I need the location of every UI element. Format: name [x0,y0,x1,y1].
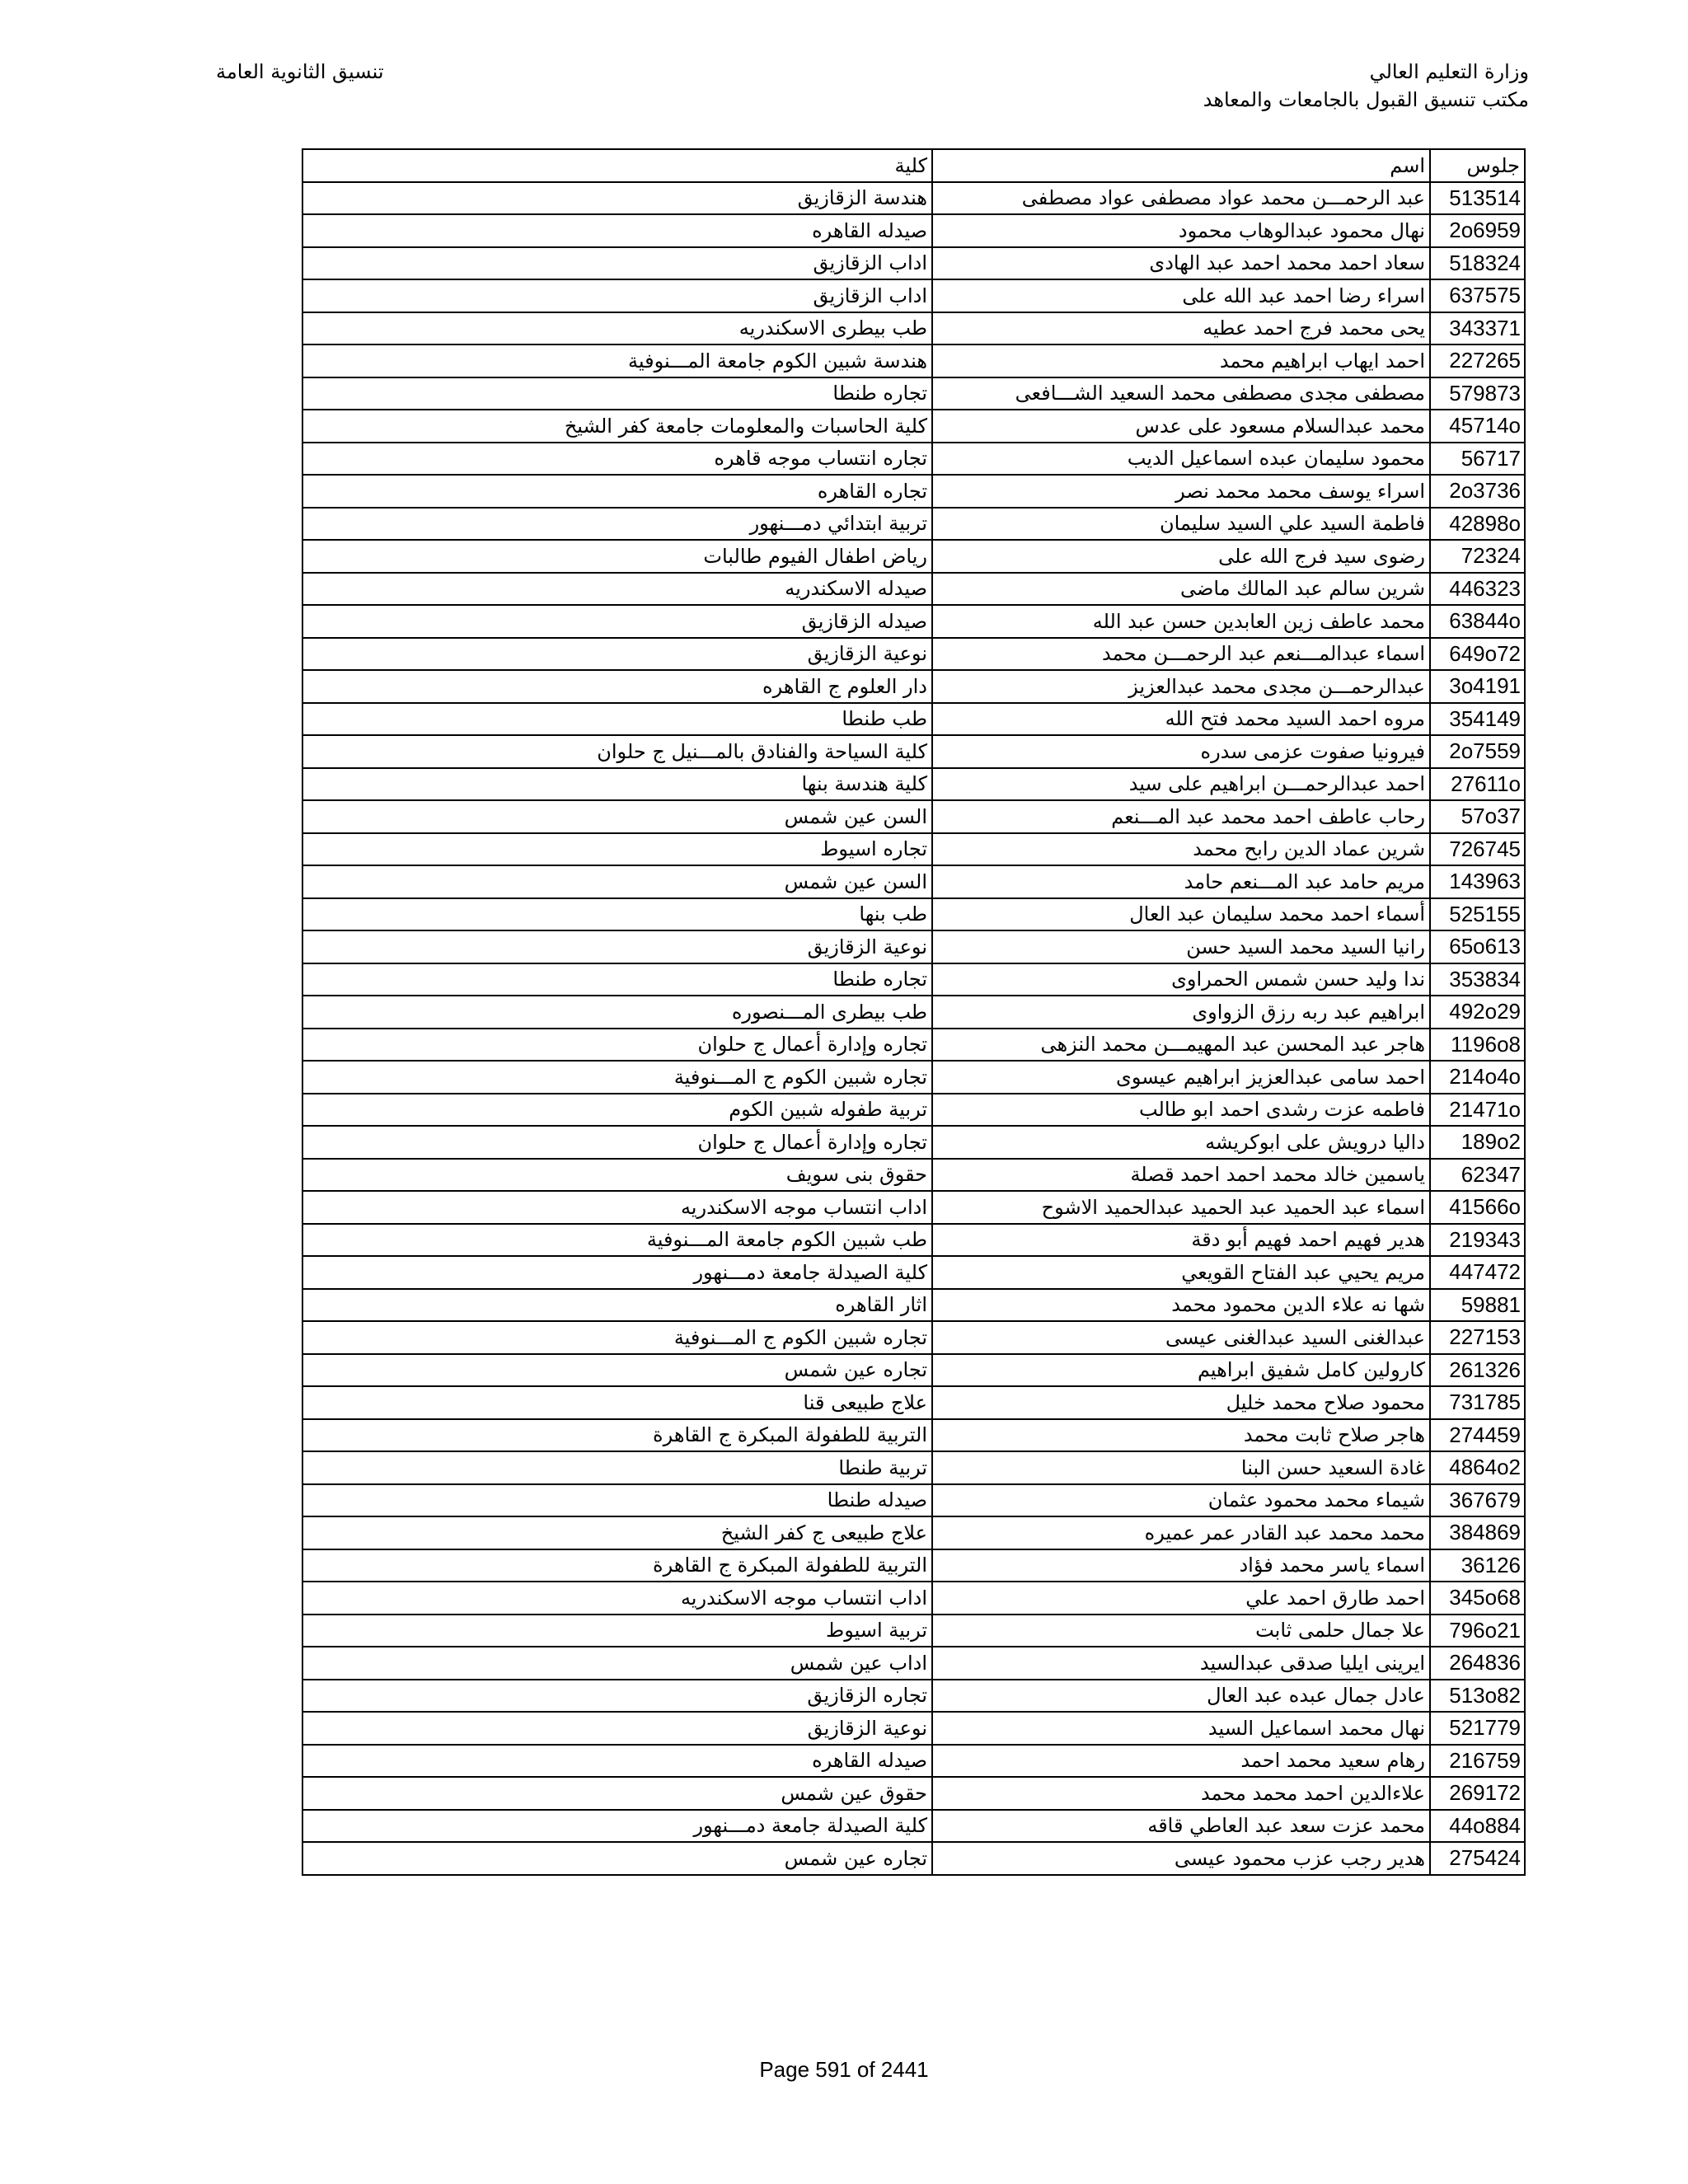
student-name-cell: رانيا السيد محمد السيد حسن [932,930,1430,963]
table-row [302,1615,1525,1647]
faculty-cell: اداب عين شمس [302,1647,932,1680]
faculty-cell: نوعية الزقازيق [302,1712,932,1745]
table-row [302,443,1525,476]
student-name-cell: اسراء يوسف محمد محمد نصر [932,475,1430,508]
table-row [302,833,1525,866]
column-header-seat: جلوس [1430,149,1525,182]
student-name-cell: هاجر صلاح ثابت محمد [932,1419,1430,1452]
seat-number-cell: 57o37 [1430,800,1525,833]
student-name-cell: أسماء احمد محمد سليمان عبد العال [932,898,1430,931]
track-title: تنسيق الثانوية العامة [216,60,384,83]
seat-number-cell: 21471o [1430,1094,1525,1127]
table-row [302,703,1525,736]
seat-number-cell: 44o884 [1430,1810,1525,1843]
seat-number-cell: 65o613 [1430,930,1525,963]
table-row [302,1289,1525,1322]
student-name-cell: ندا وليد حسن شمس الحمراوى [932,963,1430,996]
faculty-cell: تجاره انتساب موجه قاهره [302,443,932,476]
ministry-name: وزارة التعليم العالي [1369,60,1529,83]
table-row [302,1647,1525,1680]
column-header-name: اسم [932,149,1430,182]
student-name-cell: اسراء رضا احمد عبد الله على [932,279,1430,312]
faculty-cell: السن عين شمس [302,865,932,898]
seat-number-cell: 1196o8 [1430,1029,1525,1062]
table-row [302,1419,1525,1452]
table-row [302,605,1525,638]
seat-number-cell: 492o29 [1430,996,1525,1029]
seat-number-cell: 518324 [1430,247,1525,280]
seat-number-cell: 63844o [1430,605,1525,638]
seat-number-cell: 4864o2 [1430,1451,1525,1484]
seat-number-cell: 354149 [1430,703,1525,736]
table-row [302,1256,1525,1289]
student-name-cell: فاطمه عزت رشدى احمد ابو طالب [932,1094,1430,1127]
student-name-cell: نهال محمد اسماعيل السيد [932,1712,1430,1745]
faculty-cell: نوعية الزقازيق [302,638,932,671]
faculty-cell: صيدله القاهره [302,214,932,247]
faculty-cell: تربية طنطا [302,1451,932,1484]
student-name-cell: عادل جمال عبده عبد العال [932,1680,1430,1713]
seat-number-cell: 269172 [1430,1777,1525,1810]
seat-number-cell: 447472 [1430,1256,1525,1289]
faculty-cell: علاج طبيعى ج كفر الشيخ [302,1516,932,1549]
student-name-cell: فاطمة السيد علي السيد سليمان [932,508,1430,541]
seat-number-cell: 27611o [1430,768,1525,801]
table-row [302,247,1525,280]
table-row [302,1712,1525,1745]
table-row [302,475,1525,508]
table-row [302,996,1525,1029]
table-row [302,1549,1525,1582]
table-row [302,1029,1525,1062]
faculty-cell: صيدله الزقازيق [302,605,932,638]
table-body [302,182,1525,1875]
seat-number-cell: 275424 [1430,1842,1525,1875]
faculty-cell: اداب انتساب موجه الاسكندريه [302,1191,932,1224]
table-row [302,898,1525,931]
table-row [302,865,1525,898]
table-row [302,1484,1525,1517]
student-name-cell: ياسمين خالد محمد احمد احمد قصلة [932,1159,1430,1192]
seat-number-cell: 227153 [1430,1321,1525,1354]
student-name-cell: ابراهيم عبد ربه رزق الزواوى [932,996,1430,1029]
table-row [302,410,1525,443]
faculty-cell: تجاره وإدارة أعمال ج حلوان [302,1126,932,1159]
table-row [302,1777,1525,1810]
table-row [302,1126,1525,1159]
seat-number-cell: 384869 [1430,1516,1525,1549]
table-row [302,800,1525,833]
table-row [302,344,1525,377]
student-name-cell: غادة السعيد حسن البنا [932,1451,1430,1484]
student-name-cell: مروه احمد السيد محمد فتح الله [932,703,1430,736]
student-name-cell: رضوى سيد فرج الله على [932,540,1430,573]
faculty-cell: تربية اسيوط [302,1615,932,1647]
table-row [302,377,1525,410]
table-row [302,1321,1525,1354]
seat-number-cell: 367679 [1430,1484,1525,1517]
seat-number-cell: 345o68 [1430,1582,1525,1615]
student-name-cell: شيماء محمد محمود عثمان [932,1484,1430,1517]
faculty-cell: تربية ابتدائي دمـــنهور [302,508,932,541]
seat-number-cell: 42898o [1430,508,1525,541]
results-table [302,148,1526,1876]
table-row [302,1582,1525,1615]
student-name-cell: مريم حامد عبد المـــنعم حامد [932,865,1430,898]
table-row [302,1061,1525,1094]
student-name-cell: احمد ايهاب ابراهيم محمد [932,344,1430,377]
student-name-cell: محمود صلاح محمد خليل [932,1386,1430,1419]
student-name-cell: يحى محمد فرج احمد عطيه [932,312,1430,345]
faculty-cell: صيدله الاسكندريه [302,573,932,606]
seat-number-cell: 353834 [1430,963,1525,996]
student-name-cell: احمد عبدالرحمـــن ابراهيم على سيد [932,768,1430,801]
table-row [302,540,1525,573]
student-name-cell: شها نه علاء الدين محمود محمد [932,1289,1430,1322]
page-number: Page 591 of 2441 [759,2057,929,2082]
student-name-cell: محمود سليمان عبده اسماعيل الديب [932,443,1430,476]
seat-number-cell: 219343 [1430,1224,1525,1257]
faculty-cell: طب بيطرى المـــنصوره [302,996,932,1029]
student-name-cell: ايرينى ايليا صدقى عبدالسيد [932,1647,1430,1680]
student-name-cell: هدير رجب عزب محمود عيسى [932,1842,1430,1875]
seat-number-cell: 143963 [1430,865,1525,898]
seat-number-cell: 343371 [1430,312,1525,345]
faculty-cell: تجاره عين شمس [302,1842,932,1875]
table-header-row [302,149,1525,182]
student-name-cell: احمد طارق احمد علي [932,1582,1430,1615]
faculty-cell: علاج طبيعى قنا [302,1386,932,1419]
faculty-cell: كلية الصيدلة جامعة دمـــنهور [302,1256,932,1289]
table-row [302,930,1525,963]
faculty-cell: طب شبين الكوم جامعة المـــنوفية [302,1224,932,1257]
seat-number-cell: 796o21 [1430,1615,1525,1647]
faculty-cell: دار العلوم ج القاهره [302,670,932,703]
faculty-cell: تجاره عين شمس [302,1354,932,1387]
seat-number-cell: 579873 [1430,377,1525,410]
table-row [302,1516,1525,1549]
student-name-cell: مريم يحيي عبد الفتاح القويعي [932,1256,1430,1289]
student-name-cell: اسماء عبد الحميد عبد الحميد عبدالحميد الاشوح [932,1191,1430,1224]
student-name-cell: هاجر عبد المحسن عبد المهيمـــن محمد النزهى [932,1029,1430,1062]
table-row [302,182,1525,215]
faculty-cell: كلية الصيدلة جامعة دمـــنهور [302,1810,932,1843]
office-name: مكتب تنسيق القبول بالجامعات والمعاهد [1203,88,1529,111]
seat-number-cell: 726745 [1430,833,1525,866]
table-row [302,573,1525,606]
faculty-cell: التربية للطفولة المبكرة ج القاهرة [302,1419,932,1452]
student-name-cell: مصطفى مجدى مصطفى محمد السعيد الشـــافعى [932,377,1430,410]
table-row [302,1224,1525,1257]
seat-number-cell: 36126 [1430,1549,1525,1582]
table-row [302,1745,1525,1778]
faculty-cell: هندسة شبين الكوم جامعة المـــنوفية [302,344,932,377]
seat-number-cell: 525155 [1430,898,1525,931]
seat-number-cell: 41566o [1430,1191,1525,1224]
seat-number-cell: 513514 [1430,182,1525,215]
seat-number-cell: 649o72 [1430,638,1525,671]
faculty-cell: كلية السياحة والفنادق بالمـــنيل ج حلوان [302,735,932,768]
seat-number-cell: 3o4191 [1430,670,1525,703]
student-name-cell: داليا درويش على ابوكريشه [932,1126,1430,1159]
student-name-cell: رحاب عاطف احمد محمد عبد المـــنعم [932,800,1430,833]
seat-number-cell: 45714o [1430,410,1525,443]
faculty-cell: صيدله القاهره [302,1745,932,1778]
student-name-cell: اسماء ياسر محمد فؤاد [932,1549,1430,1582]
seat-number-cell: 446323 [1430,573,1525,606]
faculty-cell: هندسة الزقازيق [302,182,932,215]
table-row [302,1451,1525,1484]
seat-number-cell: 214o4o [1430,1061,1525,1094]
table-row [302,312,1525,345]
table-row [302,1386,1525,1419]
table-row [302,214,1525,247]
table-row [302,1354,1525,1387]
seat-number-cell: 56717 [1430,443,1525,476]
student-name-cell: نهال محمود عبدالوهاب محمود [932,214,1430,247]
faculty-cell: التربية للطفولة المبكرة ج القاهرة [302,1549,932,1582]
student-name-cell: هدير فهيم احمد فهيم أبو دقة [932,1224,1430,1257]
faculty-cell: حقوق بنى سويف [302,1159,932,1192]
faculty-cell: كلية هندسة بنها [302,768,932,801]
faculty-cell: تجاره طنطا [302,963,932,996]
student-name-cell: شرين سالم عبد المالك ماضى [932,573,1430,606]
faculty-cell: تجاره الزقازيق [302,1680,932,1713]
table-row [302,1842,1525,1875]
student-name-cell: عبدالغنى السيد عبدالغنى عيسى [932,1321,1430,1354]
header-ministry-block [1203,58,1529,114]
faculty-cell: نوعية الزقازيق [302,930,932,963]
faculty-cell: صيدله طنطا [302,1484,932,1517]
student-name-cell: شرين عماد الدين رابح محمد [932,833,1430,866]
faculty-cell: اثار القاهره [302,1289,932,1322]
seat-number-cell: 513o82 [1430,1680,1525,1713]
seat-number-cell: 72324 [1430,540,1525,573]
faculty-cell: رياض اطفال الفيوم طالبات [302,540,932,573]
seat-number-cell: 216759 [1430,1745,1525,1778]
student-name-cell: علا جمال حلمى ثابت [932,1615,1430,1647]
table-row [302,768,1525,801]
table-row [302,1159,1525,1192]
table-row [302,670,1525,703]
faculty-cell: تجاره القاهره [302,475,932,508]
table-row [302,963,1525,996]
seat-number-cell: 274459 [1430,1419,1525,1452]
student-name-cell: كارولين كامل شفيق ابراهيم [932,1354,1430,1387]
faculty-cell: طب طنطا [302,703,932,736]
student-name-cell: محمد عبدالسلام مسعود على عدس [932,410,1430,443]
seat-number-cell: 62347 [1430,1159,1525,1192]
faculty-cell: طب بيطرى الاسكندريه [302,312,932,345]
table-row [302,1680,1525,1713]
table-row [302,638,1525,671]
faculty-cell: تجاره شبين الكوم ج المـــنوفية [302,1321,932,1354]
column-header-faculty: كلية [302,149,932,182]
student-name-cell: فيرونيا صفوت عزمى سدره [932,735,1430,768]
faculty-cell: تجاره شبين الكوم ج المـــنوفية [302,1061,932,1094]
table-row [302,1094,1525,1127]
faculty-cell: كلية الحاسبات والمعلومات جامعة كفر الشيخ [302,410,932,443]
table-row [302,279,1525,312]
student-name-cell: علاءالدين احمد محمد محمد [932,1777,1430,1810]
faculty-cell: اداب الزقازيق [302,247,932,280]
seat-number-cell: 227265 [1430,344,1525,377]
faculty-cell: حقوق عين شمس [302,1777,932,1810]
student-name-cell: محمد عزت سعد عبد العاطي قاقه [932,1810,1430,1843]
student-name-cell: عبد الرحمـــن محمد عواد مصطفى عواد مصطفى [932,182,1430,215]
table-row [302,1191,1525,1224]
faculty-cell: اداب انتساب موجه الاسكندريه [302,1582,932,1615]
faculty-cell: تجاره اسيوط [302,833,932,866]
seat-number-cell: 2o6959 [1430,214,1525,247]
seat-number-cell: 2o3736 [1430,475,1525,508]
table-row [302,735,1525,768]
seat-number-cell: 264836 [1430,1647,1525,1680]
seat-number-cell: 261326 [1430,1354,1525,1387]
student-name-cell: اسماء عبدالمـــنعم عبد الرحمـــن محمد [932,638,1430,671]
student-name-cell: عبدالرحمـــن مجدى محمد عبدالعزيز [932,670,1430,703]
seat-number-cell: 189o2 [1430,1126,1525,1159]
faculty-cell: تربية طفوله شبين الكوم [302,1094,932,1127]
faculty-cell: طب بنها [302,898,932,931]
table-row [302,508,1525,541]
faculty-cell: تجاره طنطا [302,377,932,410]
faculty-cell: السن عين شمس [302,800,932,833]
table-row [302,1810,1525,1843]
student-name-cell: محمد عاطف زين العابدين حسن عبد الله [932,605,1430,638]
student-name-cell: محمد محمد عبد القادر عمر عميره [932,1516,1430,1549]
seat-number-cell: 521779 [1430,1712,1525,1745]
seat-number-cell: 2o7559 [1430,735,1525,768]
seat-number-cell: 59881 [1430,1289,1525,1322]
faculty-cell: اداب الزقازيق [302,279,932,312]
faculty-cell: تجاره وإدارة أعمال ج حلوان [302,1029,932,1062]
student-name-cell: رهام سعيد محمد احمد [932,1745,1430,1778]
seat-number-cell: 637575 [1430,279,1525,312]
student-name-cell: سعاد احمد محمد احمد عبد الهادى [932,247,1430,280]
seat-number-cell: 731785 [1430,1386,1525,1419]
student-name-cell: احمد سامى عبدالعزيز ابراهيم عيسوى [932,1061,1430,1094]
